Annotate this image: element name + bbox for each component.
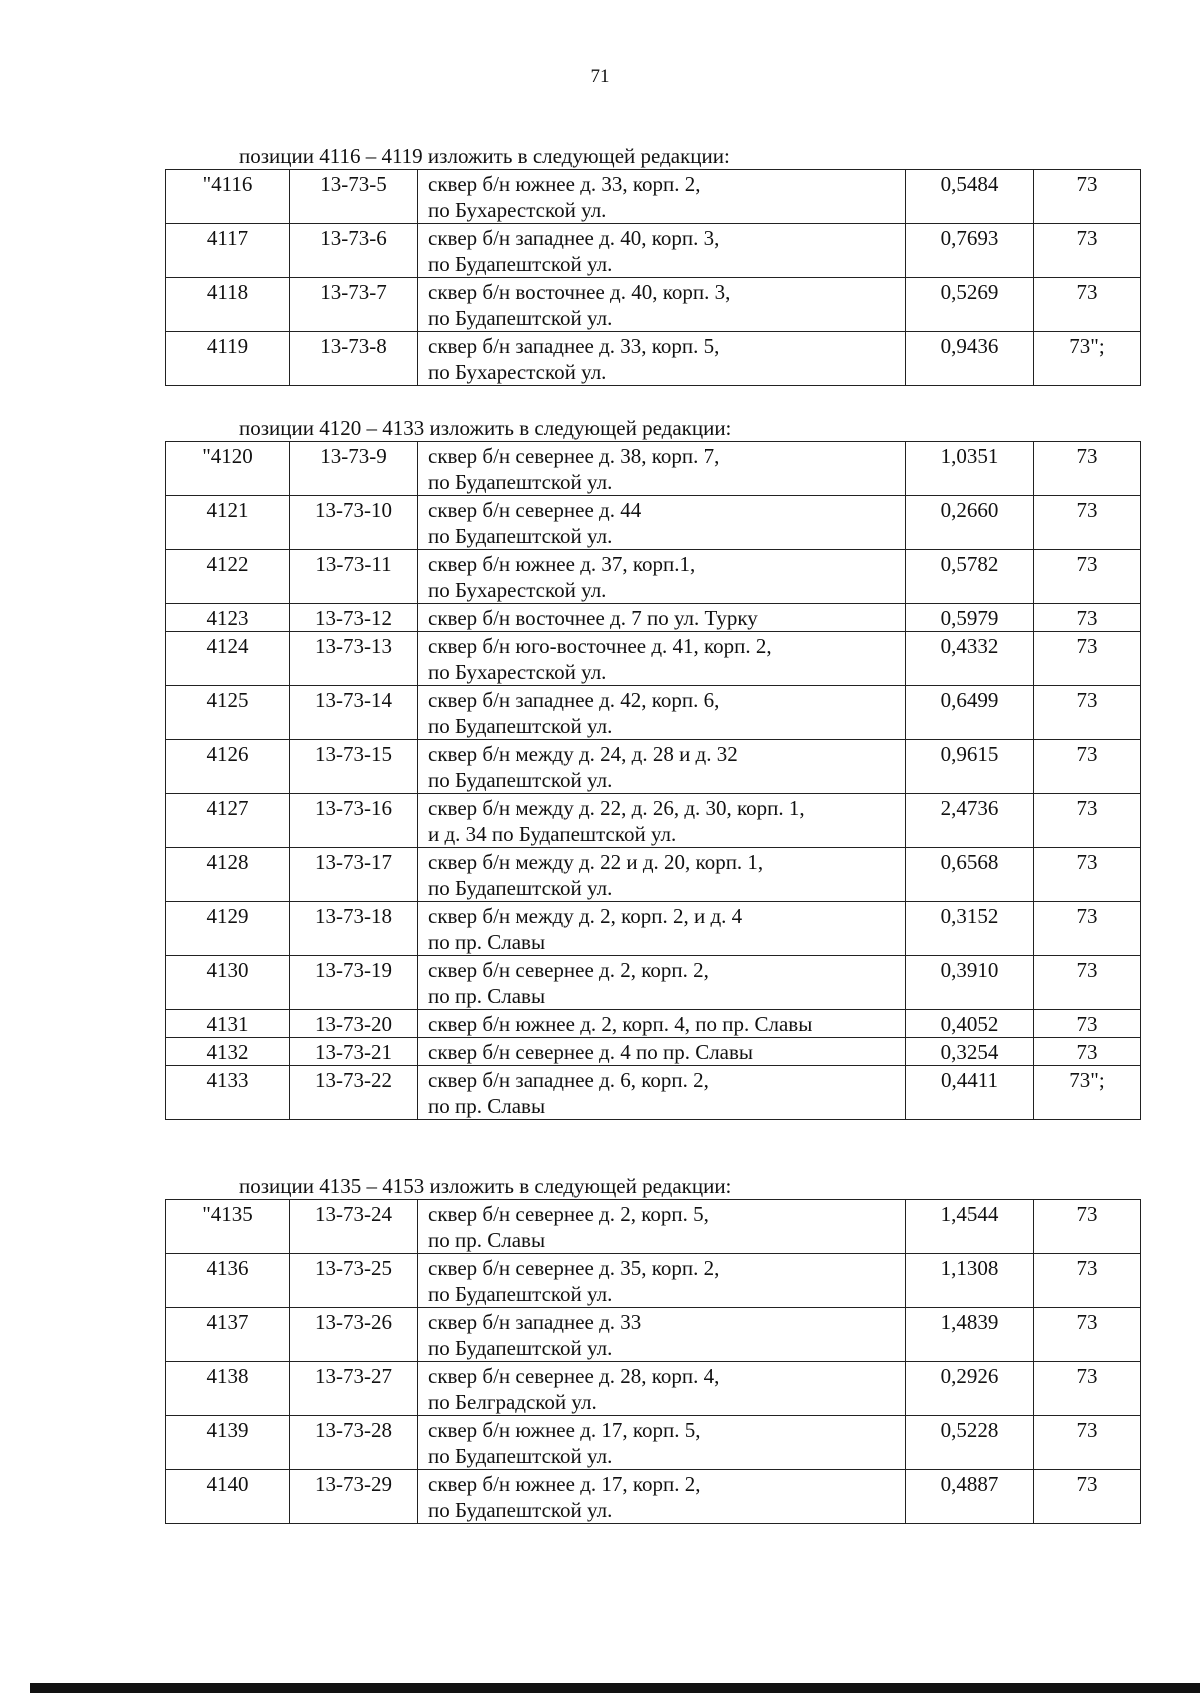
registry-code-cell: 13-73-7 [290,278,418,332]
description-cell [418,332,906,386]
description-line: сквер б/н южнее д. 37, корп.1, [428,552,696,576]
area-cell: 0,5269 [906,278,1034,332]
area-cell: 0,2926 [906,1362,1034,1416]
description-line: сквер б/н юго-восточнее д. 41, корп. 2, [428,634,772,658]
area-cell: 0,3254 [906,1038,1034,1066]
table-row [166,550,1141,604]
description-cell [418,1362,906,1416]
description-cell [418,1416,906,1470]
table-row [166,1416,1141,1470]
registry-table [165,1199,1141,1524]
position-number-cell: "4135 [166,1200,290,1254]
description-cell [418,902,906,956]
area-cell: 0,3910 [906,956,1034,1010]
registry-code-cell: 13-73-6 [290,224,418,278]
district-code-cell: 73 [1034,550,1141,604]
registry-code-cell: 13-73-27 [290,1362,418,1416]
description-line: сквер б/н восточнее д. 40, корп. 3, [428,280,731,304]
description-line: сквер б/н западнее д. 6, корп. 2, [428,1068,709,1092]
position-number-cell: 4131 [166,1010,290,1038]
description-line: сквер б/н между д. 24, д. 28 и д. 32 [428,742,738,766]
position-number-cell: 4124 [166,632,290,686]
description-cell [418,956,906,1010]
position-number-cell: 4121 [166,496,290,550]
position-number-cell: 4122 [166,550,290,604]
description-line: по Будапештской ул. [428,1336,613,1360]
description-cell [418,1200,906,1254]
area-cell: 0,4887 [906,1470,1034,1524]
area-cell: 1,0351 [906,442,1034,496]
district-code-cell: 73 [1034,902,1141,956]
description-line: по Будапештской ул. [428,1282,613,1306]
registry-code-cell: 13-73-18 [290,902,418,956]
position-number-cell: 4140 [166,1470,290,1524]
area-cell: 0,5484 [906,170,1034,224]
table-row [166,902,1141,956]
area-cell: 0,4052 [906,1010,1034,1038]
section-heading: позиции 4116 – 4119 изложить в следующей редакции: [239,144,730,168]
description-line: сквер б/н восточнее д. 7 по ул. Турку [428,606,758,630]
registry-code-cell: 13-73-16 [290,794,418,848]
position-number-cell: 4137 [166,1308,290,1362]
description-line: сквер б/н между д. 22, д. 26, д. 30, корп. 1, [428,796,805,820]
description-line: сквер б/н южнее д. 33, корп. 2, [428,172,701,196]
description-line: сквер б/н между д. 2, корп. 2, и д. 4 [428,904,743,928]
area-cell: 0,3152 [906,902,1034,956]
description-line: сквер б/н севернее д. 2, корп. 5, [428,1202,709,1226]
position-number-cell: "4120 [166,442,290,496]
description-cell [418,848,906,902]
position-number-cell: 4119 [166,332,290,386]
district-code-cell: 73 [1034,1362,1141,1416]
description-line: сквер б/н севернее д. 35, корп. 2, [428,1256,720,1280]
table-row [166,848,1141,902]
registry-code-cell: 13-73-14 [290,686,418,740]
section-heading: позиции 4120 – 4133 изложить в следующей редакции: [239,416,732,440]
registry-code-cell: 13-73-29 [290,1470,418,1524]
area-cell: 1,4544 [906,1200,1034,1254]
description-line: по Будапештской ул. [428,768,613,792]
page-number: 71 [590,66,610,87]
description-cell [418,686,906,740]
table-row [166,278,1141,332]
registry-table [165,169,1141,386]
position-number-cell: 4125 [166,686,290,740]
description-line: по пр. Славы [428,930,546,954]
description-line: сквер б/н между д. 22 и д. 20, корп. 1, [428,850,764,874]
district-code-cell: 73 [1034,956,1141,1010]
area-cell: 0,6568 [906,848,1034,902]
description-line: сквер б/н севернее д. 4 по пр. Славы [428,1040,754,1064]
position-number-cell: 4117 [166,224,290,278]
description-line: и д. 34 по Будапештской ул. [428,822,677,846]
district-code-cell: 73 [1034,1416,1141,1470]
district-code-cell: 73 [1034,1470,1141,1524]
registry-code-cell: 13-73-9 [290,442,418,496]
description-line: сквер б/н южнее д. 17, корп. 2, [428,1472,701,1496]
description-cell [418,740,906,794]
table-row [166,794,1141,848]
registry-code-cell: 13-73-19 [290,956,418,1010]
position-number-cell: 4138 [166,1362,290,1416]
district-code-cell: 73 [1034,794,1141,848]
district-code-cell: 73 [1034,1038,1141,1066]
table-row [166,1470,1141,1524]
table-row [166,956,1141,1010]
description-line: по пр. Славы [428,984,546,1008]
position-number-cell: 4132 [166,1038,290,1066]
table-row [166,224,1141,278]
description-cell [418,1254,906,1308]
table-row [166,1038,1141,1066]
table-row [166,1308,1141,1362]
district-code-cell: 73 [1034,632,1141,686]
description-line: сквер б/н севернее д. 28, корп. 4, [428,1364,720,1388]
scan-edge-bar [30,1683,1200,1693]
position-number-cell: 4139 [166,1416,290,1470]
table-row [166,740,1141,794]
registry-code-cell: 13-73-28 [290,1416,418,1470]
table-row [166,1200,1141,1254]
position-number-cell: 4127 [166,794,290,848]
description-line: сквер б/н западнее д. 42, корп. 6, [428,688,720,712]
registry-code-cell: 13-73-12 [290,604,418,632]
district-code-cell: 73 [1034,686,1141,740]
description-line: по Будапештской ул. [428,306,613,330]
description-cell [418,794,906,848]
position-number-cell: 4123 [166,604,290,632]
position-number-cell: 4129 [166,902,290,956]
table-row [166,1066,1141,1120]
section-positions-4120-4133 [165,415,1140,1120]
registry-code-cell: 13-73-10 [290,496,418,550]
table-row [166,632,1141,686]
table-row [166,1254,1141,1308]
description-cell [418,278,906,332]
position-number-cell: 4126 [166,740,290,794]
district-code-cell: 73 [1034,1254,1141,1308]
description-line: по пр. Славы [428,1228,546,1252]
section-positions-4135-4153 [165,1173,1140,1524]
description-line: по Будапештской ул. [428,1444,613,1468]
description-cell [418,1038,906,1066]
description-line: сквер б/н западнее д. 33, корп. 5, [428,334,720,358]
description-cell [418,1066,906,1120]
area-cell: 0,9615 [906,740,1034,794]
area-cell: 0,4411 [906,1066,1034,1120]
district-code-cell: 73 [1034,278,1141,332]
description-line: по Будапештской ул. [428,252,613,276]
district-code-cell: 73"; [1034,332,1141,386]
description-cell [418,1010,906,1038]
registry-code-cell: 13-73-26 [290,1308,418,1362]
district-code-cell: 73 [1034,1010,1141,1038]
section-positions-4116-4119 [165,143,1140,386]
position-number-cell: 4136 [166,1254,290,1308]
district-code-cell: 73 [1034,442,1141,496]
registry-code-cell: 13-73-22 [290,1066,418,1120]
description-line: по Бухарестской ул. [428,360,607,384]
area-cell: 0,9436 [906,332,1034,386]
area-cell: 0,7693 [906,224,1034,278]
description-cell [418,550,906,604]
position-number-cell: 4128 [166,848,290,902]
table-row [166,604,1141,632]
area-cell: 1,1308 [906,1254,1034,1308]
description-line: сквер б/н севернее д. 44 [428,498,642,522]
description-line: по пр. Славы [428,1094,546,1118]
area-cell: 2,4736 [906,794,1034,848]
district-code-cell: 73 [1034,1200,1141,1254]
description-line: сквер б/н западнее д. 40, корп. 3, [428,226,720,250]
description-line: по Бухарестской ул. [428,660,607,684]
area-cell: 0,5782 [906,550,1034,604]
table-row [166,1362,1141,1416]
registry-code-cell: 13-73-5 [290,170,418,224]
area-cell: 1,4839 [906,1308,1034,1362]
area-cell: 0,5228 [906,1416,1034,1470]
registry-code-cell: 13-73-13 [290,632,418,686]
registry-code-cell: 13-73-17 [290,848,418,902]
table-row [166,332,1141,386]
registry-code-cell: 13-73-11 [290,550,418,604]
table-row [166,1010,1141,1038]
district-code-cell: 73 [1034,224,1141,278]
position-number-cell: 4118 [166,278,290,332]
position-number-cell: 4130 [166,956,290,1010]
registry-code-cell: 13-73-8 [290,332,418,386]
description-line: по Будапештской ул. [428,1498,613,1522]
description-line: по Будапештской ул. [428,876,613,900]
area-cell: 0,6499 [906,686,1034,740]
description-line: сквер б/н севернее д. 2, корп. 2, [428,958,709,982]
district-code-cell: 73 [1034,604,1141,632]
description-line: по Будапештской ул. [428,714,613,738]
district-code-cell: 73"; [1034,1066,1141,1120]
position-number-cell: 4133 [166,1066,290,1120]
description-cell [418,496,906,550]
area-cell: 0,4332 [906,632,1034,686]
description-line: сквер б/н западнее д. 33 [428,1310,642,1334]
description-cell [418,604,906,632]
description-cell [418,632,906,686]
registry-code-cell: 13-73-21 [290,1038,418,1066]
area-cell: 0,2660 [906,496,1034,550]
description-line: сквер б/н южнее д. 17, корп. 5, [428,1418,701,1442]
description-cell [418,1308,906,1362]
description-cell [418,442,906,496]
description-cell [418,170,906,224]
registry-table [165,441,1141,1120]
district-code-cell: 73 [1034,496,1141,550]
position-number-cell: "4116 [166,170,290,224]
registry-code-cell: 13-73-20 [290,1010,418,1038]
description-cell [418,224,906,278]
registry-code-cell: 13-73-24 [290,1200,418,1254]
table-row [166,170,1141,224]
description-line: по Будапештской ул. [428,470,613,494]
registry-code-cell: 13-73-25 [290,1254,418,1308]
description-line: сквер б/н южнее д. 2, корп. 4, по пр. Славы [428,1012,813,1036]
description-line: по Будапештской ул. [428,524,613,548]
description-line: по Бухарестской ул. [428,578,607,602]
district-code-cell: 73 [1034,170,1141,224]
description-line: по Белградской ул. [428,1390,597,1414]
description-cell [418,1470,906,1524]
table-row [166,496,1141,550]
table-row [166,686,1141,740]
description-line: сквер б/н севернее д. 38, корп. 7, [428,444,720,468]
area-cell: 0,5979 [906,604,1034,632]
district-code-cell: 73 [1034,740,1141,794]
district-code-cell: 73 [1034,848,1141,902]
table-row [166,442,1141,496]
description-line: по Бухарестской ул. [428,198,607,222]
district-code-cell: 73 [1034,1308,1141,1362]
section-heading: позиции 4135 – 4153 изложить в следующей редакции: [239,1174,732,1198]
registry-code-cell: 13-73-15 [290,740,418,794]
